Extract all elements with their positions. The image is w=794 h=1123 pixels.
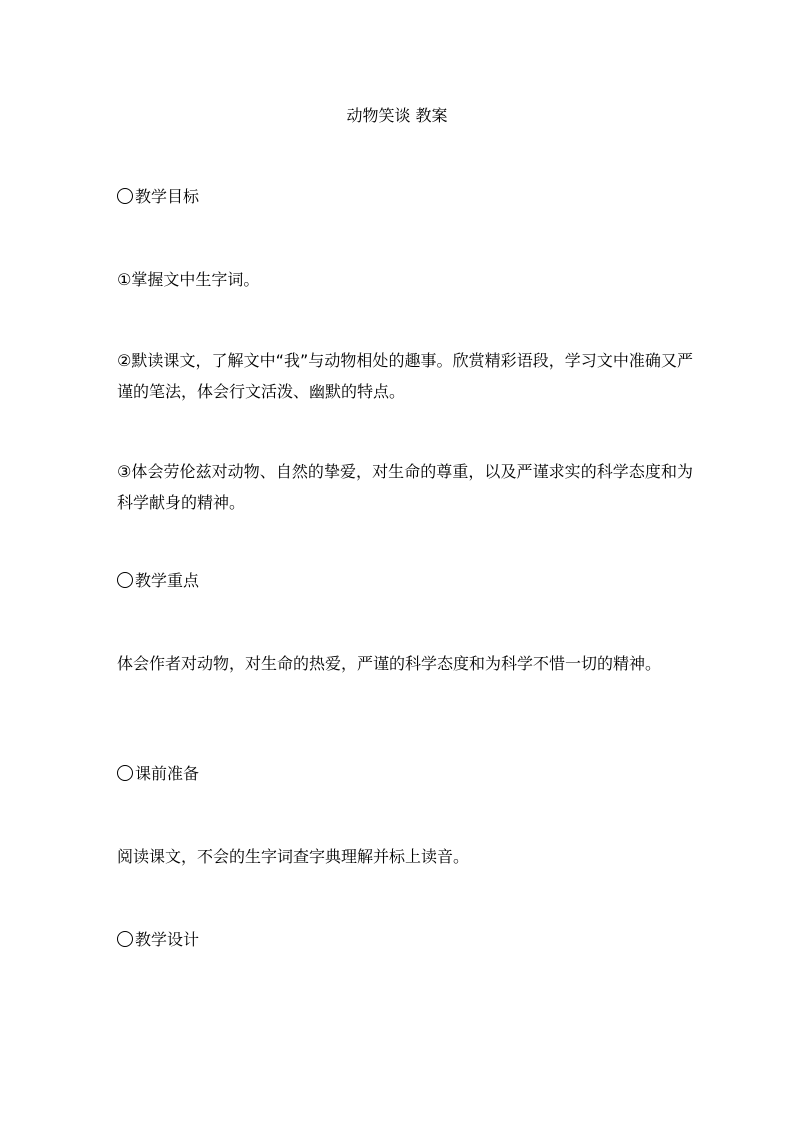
section-heading-text: 课前准备 [135,764,200,783]
section-heading-design [117,924,693,955]
section-heading-key-points [117,565,693,596]
objective-paragraph-1: ①掌握文中生字词。 [117,270,260,289]
key-points-paragraph: 体会作者对动物，对生命的热爱，严谨的科学态度和为科学不惜一切的精神。 [117,654,662,673]
objective-paragraph-2: ②默读课文，了解文中“我”与动物相处的趣事。欣赏精彩语段，学习文中准确又严谨的笔法，体会行文活泼、幽默的特点。 [117,351,693,401]
section-heading-preparation [117,758,693,789]
objective-paragraph-3: ③体会劳伦兹对动物、自然的挚爱，对生命的尊重，以及严谨求实的科学态度和为科学献身的精神。 [117,462,693,512]
section-heading-text: 教学重点 [135,571,200,590]
circle-bullet-icon [117,188,133,204]
section-heading-text: 教学目标 [135,187,200,206]
circle-bullet-icon [117,931,133,947]
document-title: 动物笑谈 教案 [346,106,448,125]
section-heading-text: 教学设计 [135,930,200,949]
preparation-paragraph: 阅读课文，不会的生字词查字典理解并标上读音。 [117,847,470,866]
circle-bullet-icon [117,765,133,781]
circle-bullet-icon [117,572,133,588]
section-heading-objectives [117,181,693,212]
